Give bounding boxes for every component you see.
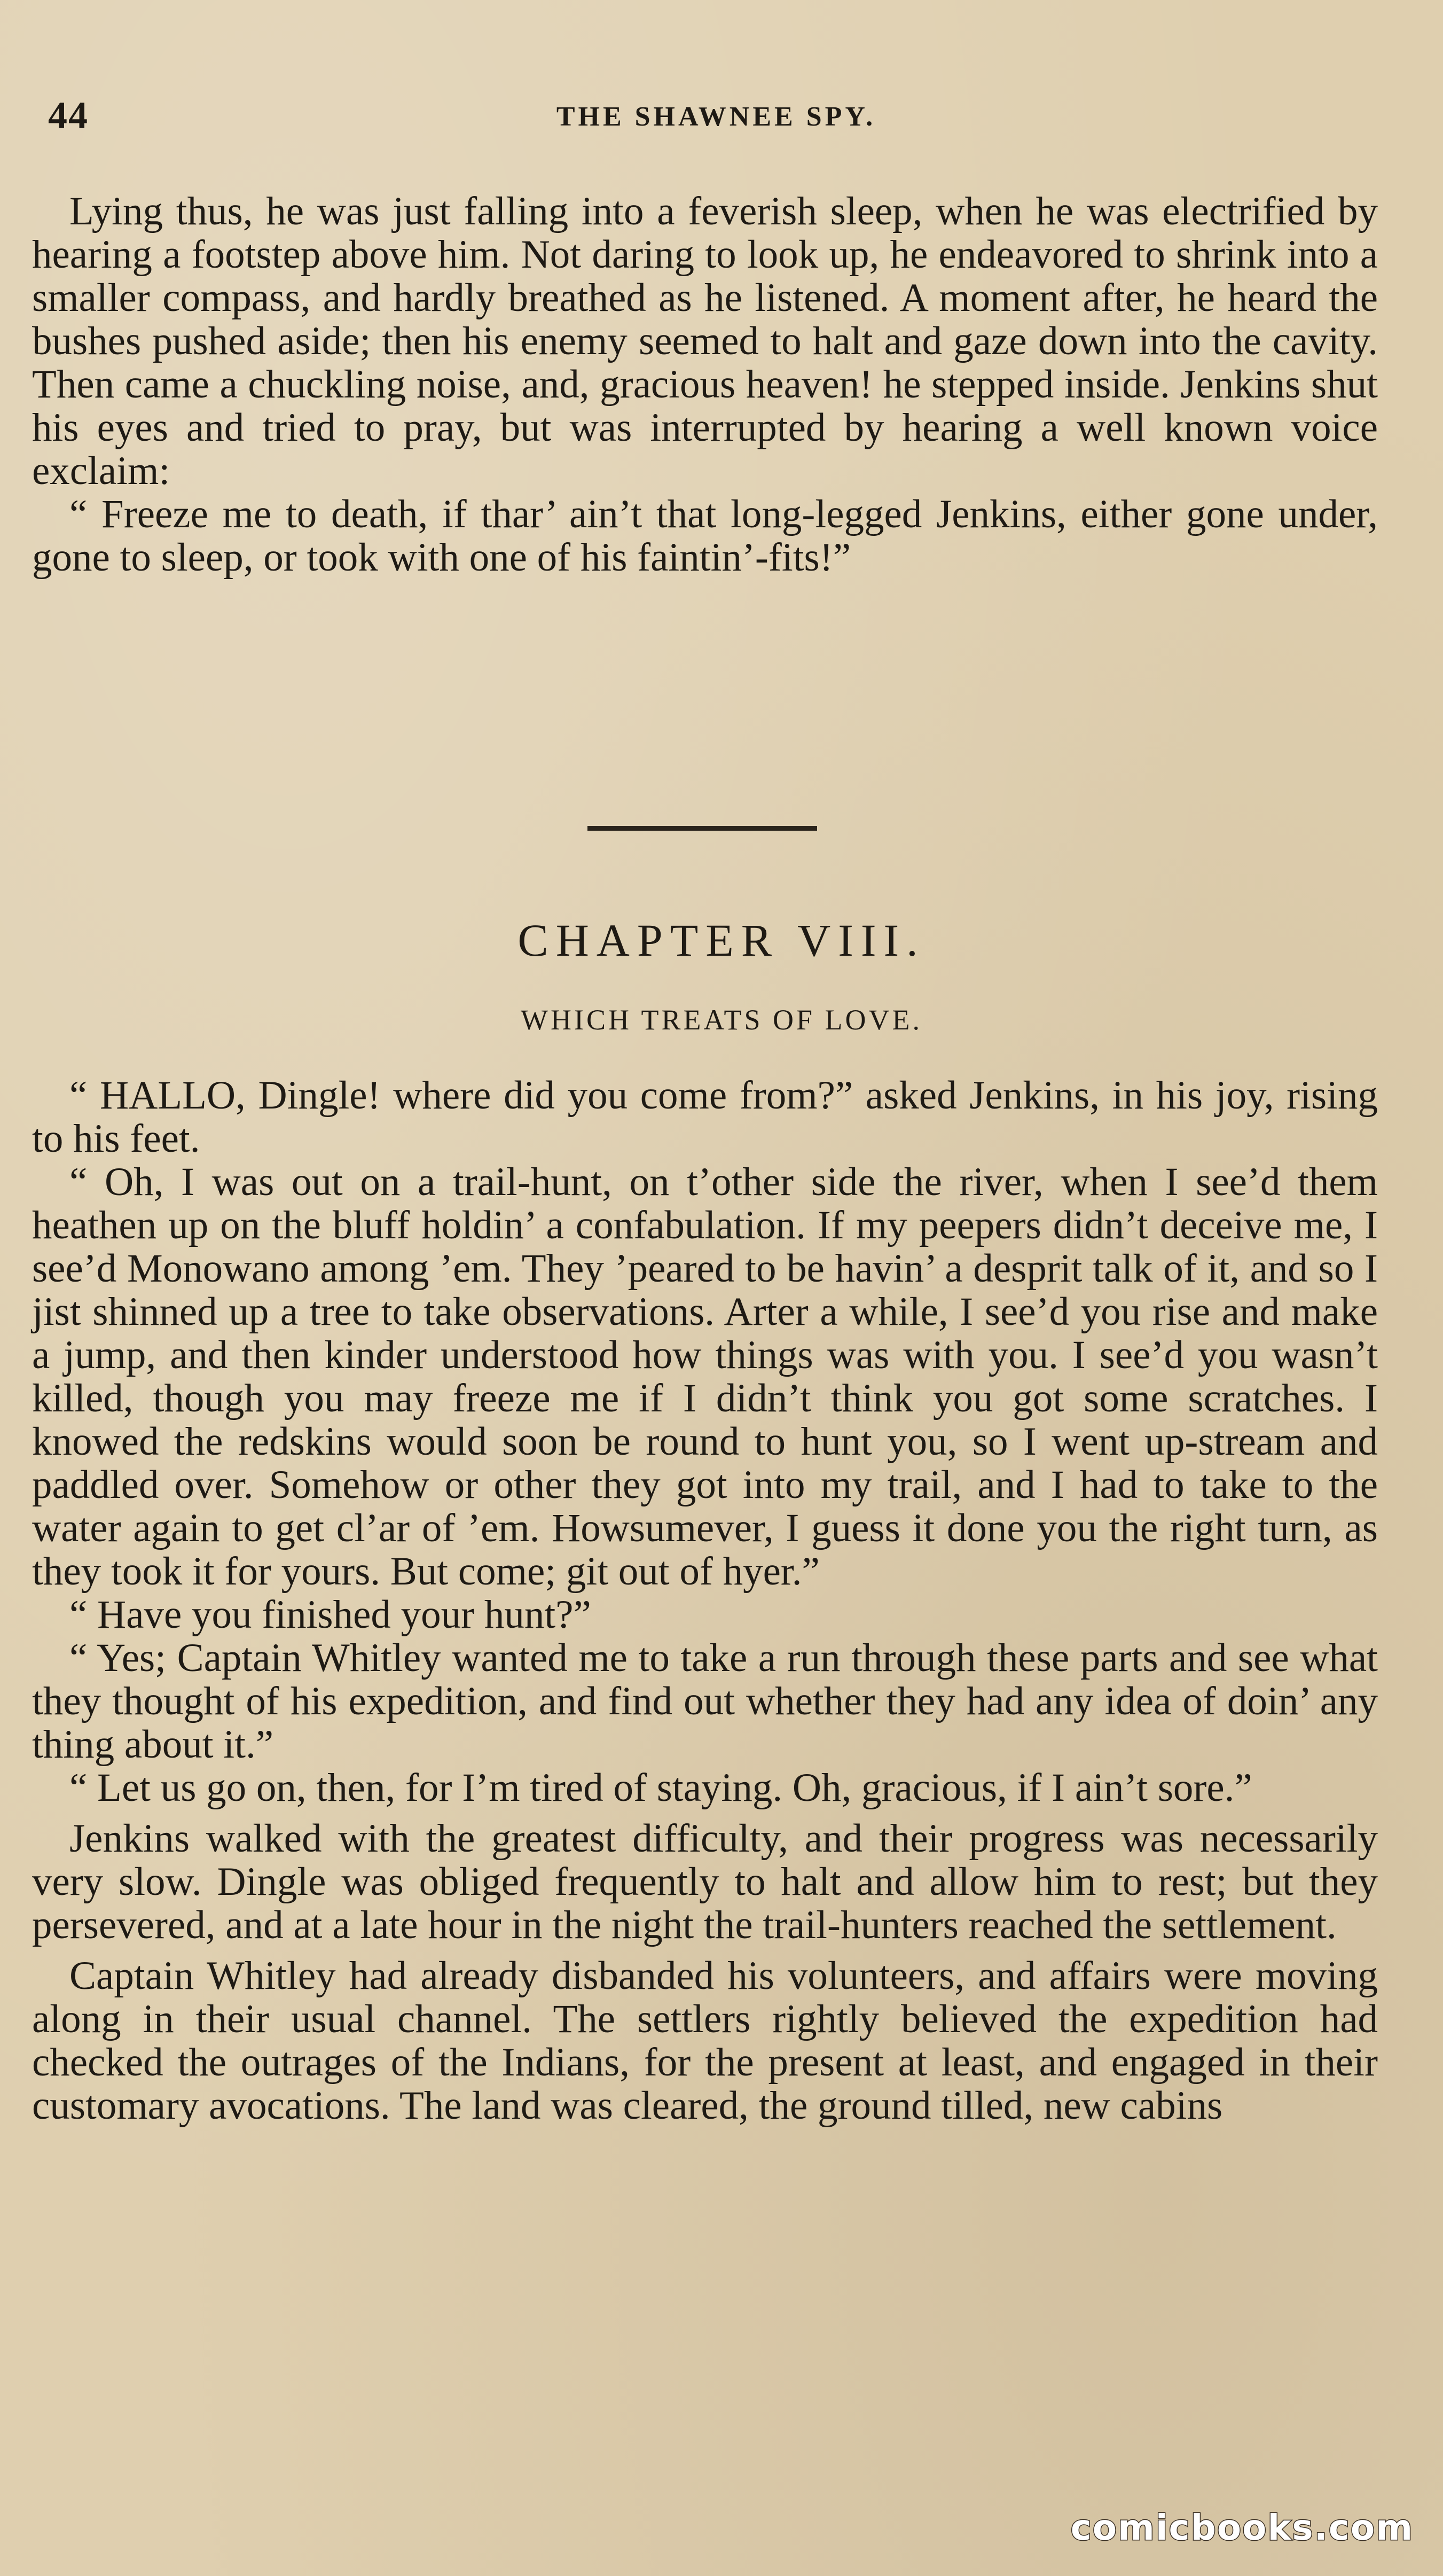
page-number: 44	[48, 94, 89, 137]
paragraph: Captain Whitley had already disbanded his volunteers, and affairs were moving along in their usual channel. The settlers rightly believed the expedition had checked the outrages of the Indians, for the present at least, and engaged in their customary avocations. The land was cleared, the ground tilled, new cabins	[32, 1954, 1378, 2128]
section-2-text	[32, 1074, 1378, 2127]
paragraph: “ Oh, I was out on a trail-hunt, on t’other side the river, when I see’d them heathen up on the bluff holdin’ a confabulation. If my peepers didn’t deceive me, I see’d Monowano among ’em. They ’peared to be havin’ a desprit talk of it, and so I jist shinned up a tree to take observations. Arter a while, I see’d you rise and make a jump, and then kinder understood how things was with you. I see’d you wasn’t killed, though you may freeze me if I didn’t think you got some scratches. I knowed the redskins would soon be round to hunt you, so I went up-stream and paddled over. Somehow or other they got into my trail, and I had to take to the water again to get cl’ar of ’em. Howsumever, I guess it done you the right turn, as they took it for yours. But come; git out of hyer.”	[32, 1160, 1378, 1594]
chapter-subtitle: WHICH TREATS OF LOVE.	[521, 1004, 922, 1036]
paragraph: “ Yes; Captain Whitley wanted me to take a run through these parts and see what they thought of his expedition, and find out whether they had any idea of doin’ any thing about it.”	[32, 1636, 1378, 1767]
running-head	[32, 93, 1400, 142]
chapter-title: CHAPTER VIII.	[517, 915, 926, 966]
section-divider	[587, 826, 817, 831]
paragraph: Jenkins walked with the greatest difficulty, and their progress was necessarily very slow. Dingle was obliged frequently to halt and allow him to rest; but they persevered, and at a late hour in the night the trail-hunters reached the settlement.	[32, 1816, 1378, 1947]
book-title: THE SHAWNEE SPY.	[556, 102, 876, 132]
paragraph: “ Have you finished your hunt?”	[69, 1593, 591, 1637]
paragraph: “ HALLO, Dingle! where did you come from?” asked Jenkins, in his joy, rising to his feet.	[32, 1073, 1378, 1161]
paragraph: Lying thus, he was just falling into a feverish sleep, when he was electrified by hearing a footstep above him. Not daring to look up, he endeavored to shrink into a smaller compass, and hardly breathed as he listened. A moment after, he heard the bushes pushed aside; then his enemy seemed to halt and gaze down into the cavity. Then came a chuckling noise, and, gracious heaven! he stepped inside. Jenkins shut his eyes and tried to pray, but was interrupted by hearing a well known voice exclaim:	[32, 189, 1378, 493]
paragraph: “ Let us go on, then, for I’m tired of staying. Oh, gracious, if I ain’t sore.”	[69, 1766, 1252, 1810]
watermark: comicbooks.com	[1070, 2507, 1414, 2548]
section-1-text	[32, 190, 1378, 579]
paragraph: “ Freeze me to death, if thar’ ain’t that long-legged Jenkins, either gone under, gone to sleep, or took with one of his faintin’-fits!”	[32, 492, 1378, 580]
